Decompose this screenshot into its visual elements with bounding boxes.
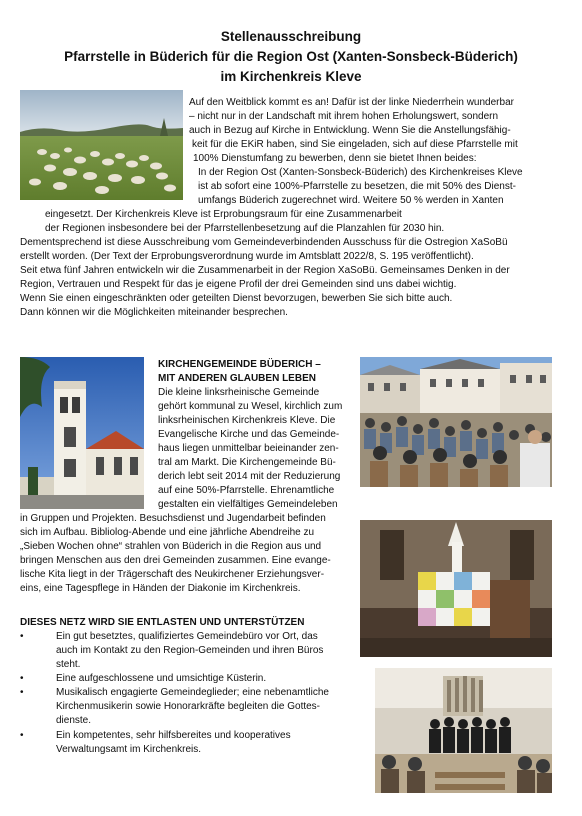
intro-line: Dann können wir die Möglichkeiten miteinander besprechen. <box>20 307 288 318</box>
intro-line: ist ab sofort eine 100%-Pfarrstelle zu besetzen, die mit 50% des Dienst- <box>198 181 516 192</box>
support-item-line: dienste. <box>56 714 92 726</box>
market-square-service-photo <box>360 357 552 487</box>
section1-line: derich lebt seit 2014 mit der Reduzierung <box>158 471 341 482</box>
section1-line: gestalten ein vielfältiges Gemeindeleben <box>158 499 338 510</box>
section1-line: „Sieben Wochen ohne“ strahlen von Büderich in die Region aus und <box>20 541 322 552</box>
bullet-symbol: • <box>20 730 24 741</box>
intro-line: keit für die EKiR haben, sind Sie eingeladen, sich auf diese Pfarrstelle mit <box>192 139 518 150</box>
intro-line: umfangs Büderich zugerechnet wird. Weitere 50 % werden in Xanten <box>198 195 504 206</box>
section-heading-line2: MIT ANDEREN GLAUBEN LEBEN <box>158 373 316 384</box>
posting-type-heading: Stellenausschreibung <box>220 29 362 44</box>
support-item-line: Musikalisch engagierte Gemeindeglieder; eine nebenamtliche <box>56 687 329 698</box>
bullet-symbol: • <box>20 687 24 698</box>
section1-line: Die kleine linksrheinische Gemeinde <box>158 387 320 398</box>
section1-line: haus liegen unmittelbar beieinander zen- <box>158 443 339 454</box>
section-heading-line1: KIRCHENGEMEINDE BÜDERICH – <box>158 359 321 370</box>
support-item-line: Verwaltungsamt im Kirchenkreis. <box>56 743 202 755</box>
support-item-line: Eine aufgeschlossene und umsichtige Küsterin. <box>56 673 267 684</box>
intro-line: erstellt worden. (Der Text der Erprobungsverordnung wurde im Amtsblatt 2022/8, S. 195 veröffentlicht). <box>20 251 474 262</box>
section1-line: tral am Markt. Die Kirchengemeinde Bü- <box>158 457 336 468</box>
support-item-line: auch im Kontakt zu den Region-Gemeinden und ihren Büros <box>56 644 324 656</box>
intro-line: – nicht nur in der Landschaft mit ihrem hohen Erholungswert, sondern <box>189 111 499 122</box>
intro-line: eingesetzt. Der Kirchenkreis Kleve ist Erprobungsraum für eine Zusammenarbeit <box>45 209 402 220</box>
district-title: im Kirchenkreis Kleve <box>220 69 362 84</box>
section1-line: in Gruppen und Projekten. Besuchsdienst und Jugendarbeit befinden <box>20 513 326 524</box>
section1-line: linksrheinischen Kirchenkreis Kleve. Die <box>158 415 336 426</box>
intro-line: Seit etwa fünf Jahren entwickeln wir die Zusammenarbeit in der Region XaSoBü. Gemeinsames Denken in der <box>20 265 510 276</box>
support-network-heading: DIESES NETZ WIRD SIE ENTLASTEN UND UNTERSTÜTZEN <box>20 617 305 628</box>
support-item-line: steht. <box>56 658 81 670</box>
intro-line: 100% Dienstumfang zu bewerben, denn sie bietet Ihnen beides: <box>193 153 477 164</box>
support-item-line: Ein kompetentes, sehr hilfsbereites und kooperatives <box>56 730 291 741</box>
church-tower-photo <box>20 357 144 509</box>
intro-line: Wenn Sie einen eingeschränkten oder geteilten Dienst bevorzugen, bewerben Sie sich bitte auch. <box>20 293 453 304</box>
bullet-symbol: • <box>20 673 24 684</box>
support-item-line: Ein gut besetztes, qualifiziertes Gemeindebüro vor Ort, das <box>56 631 318 642</box>
section1-line: lische Kita liegt in der Trägerschaft des Neukirchener Erziehungsver- <box>20 569 325 580</box>
position-title: Pfarrstelle in Büderich für die Region Ost (Xanten-Sonsbeck-Büderich) <box>64 49 518 64</box>
choir-in-church-photo <box>375 668 552 793</box>
intro-line: In der Region Ost (Xanten-Sonsbeck-Büderich) des Kirchenkreises Kleve <box>198 167 523 178</box>
section1-line: bringen Menschen aus den drei Gemeinden zusammen. Eine evange- <box>20 555 331 566</box>
intro-line: Dementsprechend ist diese Ausschreibung vom Gemeindeverbindenden Ausschuss für die Ostregion XaSoBü <box>20 237 508 248</box>
section1-line: eins, eine Tagespflege in Händen der Diakonie im Kirchenkreis. <box>20 583 301 594</box>
sheep-meadow-photo <box>20 90 183 200</box>
support-item-line: Kirchenmusikerin sowie Honorarkräfte begleiten die Gottes- <box>56 700 321 712</box>
section1-line: sich im Aufbau. Bibliolog-Abende und eine jährliche Abendreihe zu <box>20 527 315 538</box>
bullet-symbol: • <box>20 631 24 642</box>
intro-line: Auf den Weitblick kommt es an! Dafür ist der linke Niederrhein wunderbar <box>189 97 514 108</box>
intro-line: der Regionen insbesondere bei der Pfarrstellenbesetzung auf die Planzahlen für 2030 hin. <box>45 223 445 234</box>
section1-line: gehört kommunal zu Wesel, kirchlich zum <box>158 401 343 412</box>
section1-line: Evangelische Kirche und das Gemeinde- <box>158 429 340 440</box>
intro-line: auch in Bezug auf Kirche in Entwicklung. Wenn Sie die Anstellungsfähig- <box>189 125 511 136</box>
intro-line: Region, Vertrauen und Respekt für das je eigene Profil der drei Gemeinden sind uns dabei wichtig. <box>20 279 457 290</box>
section1-line: auf eine 50%-Pfarrstelle. Ehrenamtliche <box>158 485 335 496</box>
art-installation-photo <box>360 520 552 657</box>
